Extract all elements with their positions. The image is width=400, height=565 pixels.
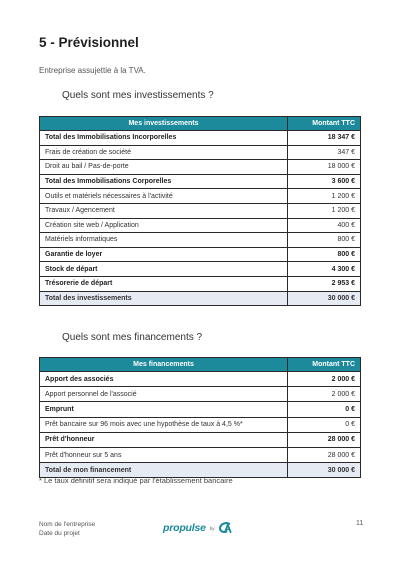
- table-row: [40, 145, 361, 160]
- row-label: Droit au bail / Pas-de-porte: [40, 160, 288, 175]
- row-amount: 2 953 €: [288, 276, 361, 291]
- header-label: Mes investissements: [40, 117, 288, 131]
- header-amount: Montant TTC: [288, 117, 361, 131]
- table-row: [40, 417, 361, 432]
- table-row: [40, 447, 361, 462]
- row-amount: 1 200 €: [288, 189, 361, 204]
- row-amount: 18 347 €: [288, 131, 361, 146]
- row-label: Prêt d'honneur: [40, 432, 288, 447]
- interest-rate-footnote: * Le taux définitif sera indiqué par l'établissement bancaire: [39, 476, 233, 485]
- table-row: [40, 218, 361, 233]
- brand-name: propulse: [163, 522, 206, 534]
- row-label: Frais de création de société: [40, 145, 288, 160]
- row-label: Matériels informatiques: [40, 233, 288, 248]
- row-amount: 4 300 €: [288, 262, 361, 277]
- row-label: Apport personnel de l'associé: [40, 387, 288, 402]
- table-header-row: [40, 117, 361, 131]
- row-label: Stock de départ: [40, 262, 288, 277]
- row-amount: 800 €: [288, 247, 361, 262]
- table-row: [40, 160, 361, 175]
- row-amount: 3 600 €: [288, 174, 361, 189]
- page-title: 5 - Prévisionnel: [39, 35, 139, 50]
- row-amount: 1 200 €: [288, 203, 361, 218]
- row-label: Total de mon financement: [40, 463, 288, 478]
- table-row: [40, 203, 361, 218]
- row-label: Création site web / Application: [40, 218, 288, 233]
- table-row: [40, 372, 361, 387]
- row-label: Total des investissements: [40, 291, 288, 306]
- financing-table: [39, 357, 361, 478]
- row-label: Prêt d'honneur sur 5 ans: [40, 447, 288, 462]
- row-label: Total des Immobilisations Corporelles: [40, 174, 288, 189]
- footer-branding: [163, 521, 232, 535]
- investments-table: [39, 116, 361, 306]
- credit-agricole-logo-icon: [218, 521, 232, 535]
- investments-question: Quels sont mes investissements ?: [62, 90, 214, 101]
- row-amount: 400 €: [288, 218, 361, 233]
- row-label: Trésorerie de départ: [40, 276, 288, 291]
- page-number: 11: [356, 520, 364, 527]
- header-label: Mes financements: [40, 358, 288, 372]
- row-amount: 18 000 €: [288, 160, 361, 175]
- table-row: [40, 262, 361, 277]
- row-label: Outils et matériels nécessaires à l'activité: [40, 189, 288, 204]
- table-row: [40, 432, 361, 447]
- row-amount: 0 €: [288, 402, 361, 417]
- row-amount: 30 000 €: [288, 463, 361, 478]
- row-amount: 28 000 €: [288, 447, 361, 462]
- row-label: Travaux / Agencement: [40, 203, 288, 218]
- tax-status-text: Entreprise assujettie à la TVA.: [39, 66, 146, 75]
- table-row: [40, 291, 361, 306]
- row-label: Total des Immobilisations Incorporelles: [40, 131, 288, 146]
- row-amount: 28 000 €: [288, 432, 361, 447]
- table-header-row: [40, 358, 361, 372]
- company-name: Nom de l'entreprise: [39, 521, 96, 528]
- row-label: Garantie de loyer: [40, 247, 288, 262]
- project-date: Date du projet: [39, 530, 80, 537]
- footer-project-info: [39, 520, 95, 538]
- row-amount: 2 000 €: [288, 387, 361, 402]
- table-row: [40, 402, 361, 417]
- row-label: Emprunt: [40, 402, 288, 417]
- row-amount: 30 000 €: [288, 291, 361, 306]
- row-amount: 347 €: [288, 145, 361, 160]
- header-amount: Montant TTC: [288, 358, 361, 372]
- table-row: [40, 131, 361, 146]
- table-row: [40, 174, 361, 189]
- table-row: [40, 276, 361, 291]
- brand-by: by: [209, 525, 215, 531]
- row-label: Prêt bancaire sur 96 mois avec une hypothèse de taux à 4,5 %*: [40, 417, 288, 432]
- row-label: Apport des associés: [40, 372, 288, 387]
- table-row: [40, 189, 361, 204]
- row-amount: 800 €: [288, 233, 361, 248]
- table-row: [40, 233, 361, 248]
- table-row: [40, 387, 361, 402]
- financing-question: Quels sont mes financements ?: [62, 332, 203, 343]
- row-amount: 2 000 €: [288, 372, 361, 387]
- row-amount: 0 €: [288, 417, 361, 432]
- table-row: [40, 247, 361, 262]
